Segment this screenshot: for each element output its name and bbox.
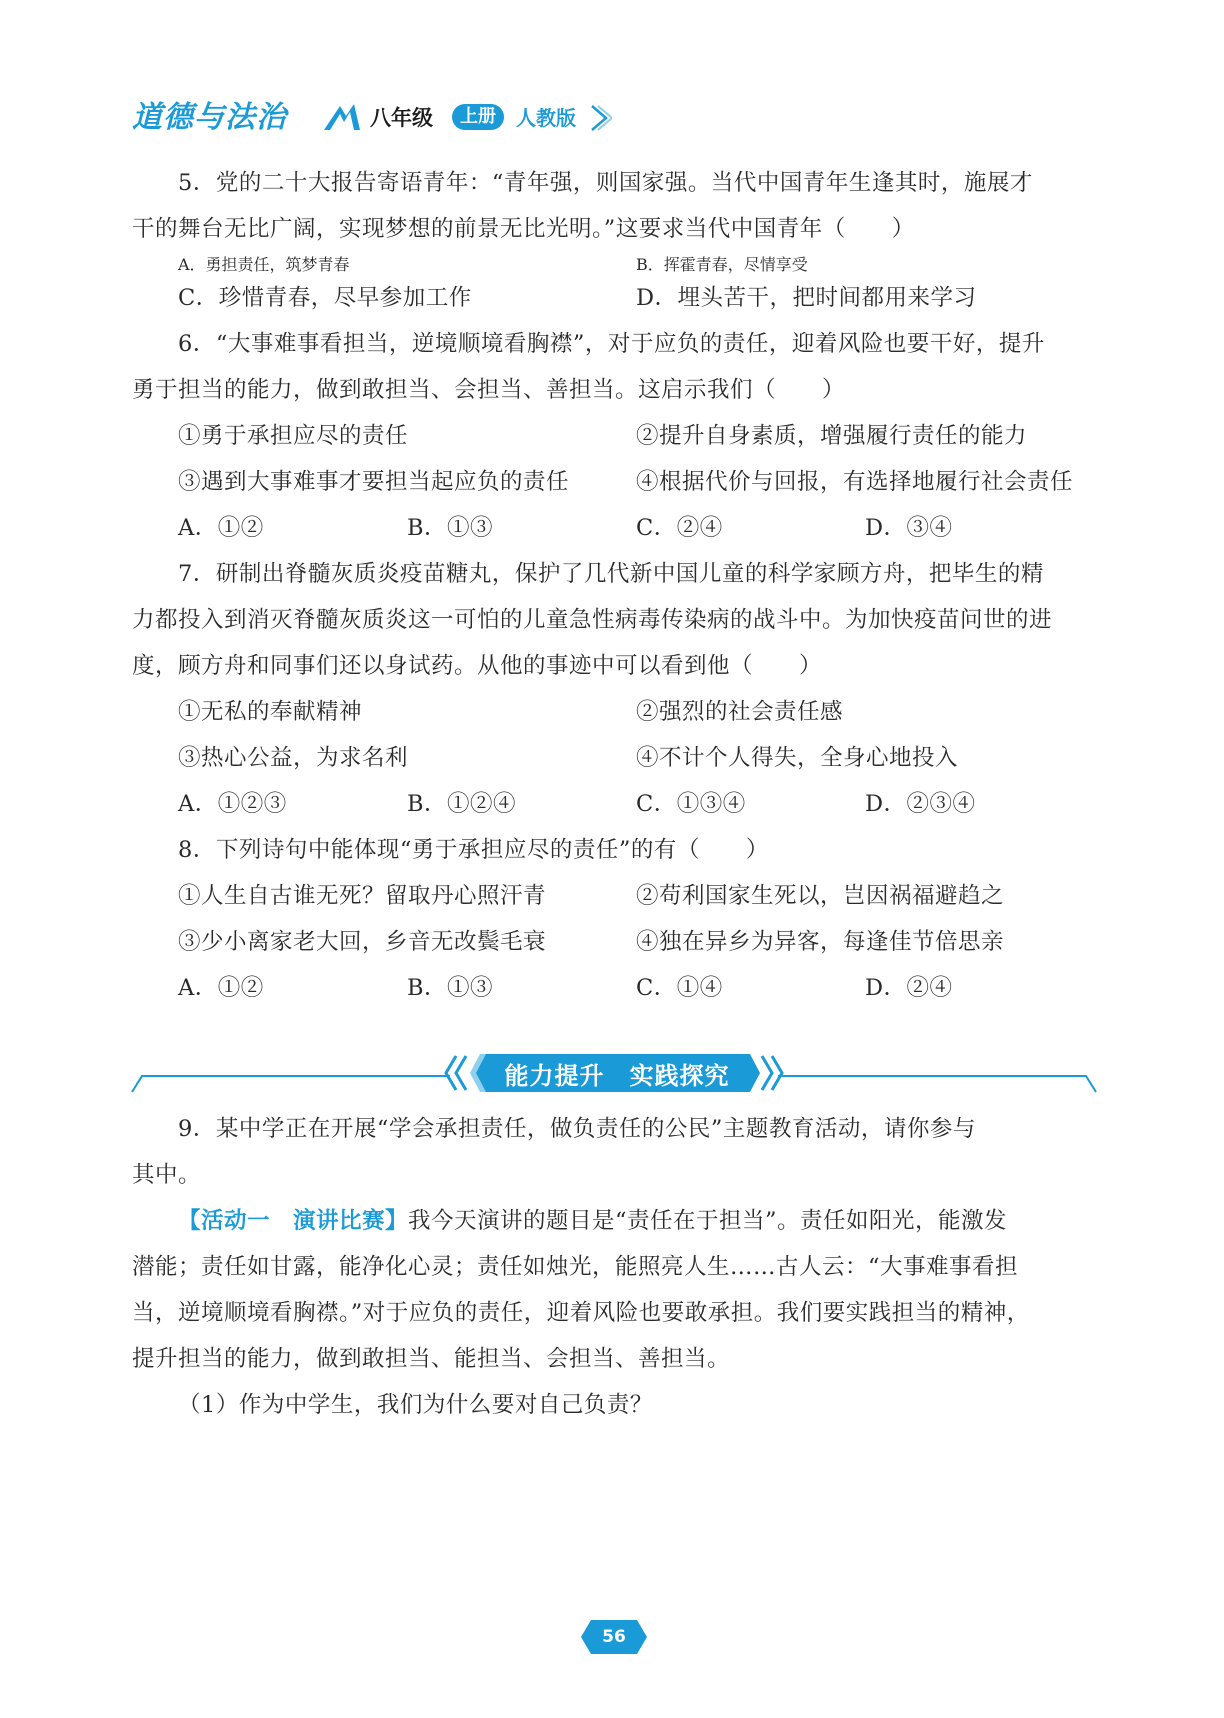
q8-option-c: C．①④ — [636, 975, 723, 1001]
brand-logo-icon — [320, 100, 364, 136]
q9-stem-line1: 9．某中学正在开展“学会承担责任，做负责任的公民”主题教育活动，请你参与 — [178, 1116, 976, 1142]
q6-statement-2: ②提升自身素质，增强履行责任的能力 — [636, 423, 1028, 449]
q7-statement-2: ②强烈的社会责任感 — [636, 699, 844, 725]
q6-statements-row2 — [132, 459, 1102, 505]
q6-stem-line1: 6．“大事难事看担当，逆境顺境看胸襟”，对于应负的责任，迎着风险也要干好，提升 — [178, 331, 1045, 357]
q8-stem-line1: 8．下列诗句中能体现“勇于承担应尽的责任”的有（ ） — [178, 837, 769, 863]
q5-option-b: B．挥霍青春，尽情享受 — [636, 255, 808, 274]
q7-stem-line2: 力都投入到消灭脊髓灰质炎这一可怕的儿童急性病毒传染病的战斗中。为加快疫苗问世的进 — [132, 607, 1053, 633]
q6-statement-3: ③遇到大事难事才要担当起应负的责任 — [178, 469, 570, 495]
q7-statements-row1 — [132, 689, 1102, 735]
chevron-right-icon — [588, 104, 612, 132]
q7-options-row — [132, 781, 1102, 827]
q8-statements-row2 — [132, 919, 1102, 965]
q7-statement-4: ④不计个人得失，全身心地投入 — [636, 745, 959, 771]
q7-option-b: B．①②④ — [407, 791, 517, 817]
q9-subquestion-1: （1）作为中学生，我们为什么要对自己负责？ — [178, 1392, 653, 1418]
q7-option-a: A．①②③ — [178, 791, 287, 817]
q9-activity-line2: 潜能；责任如甘露，能净化心灵；责任如烛光，能照亮人生……古人云：“大事难事看担 — [132, 1254, 1019, 1280]
q6-option-c: C．②④ — [636, 515, 723, 541]
q5-option-a: A．勇担责任，筑梦青春 — [178, 255, 350, 274]
q6-statements-row1 — [132, 413, 1102, 459]
q8-statement-3: ③少小离家老大回，乡音无改鬓毛衰 — [178, 929, 547, 955]
q6-option-d: D．③④ — [865, 515, 953, 541]
q8-options-row — [132, 965, 1102, 1011]
q8-option-d: D．②④ — [865, 975, 953, 1001]
q8-option-b: B．①③ — [407, 975, 494, 1001]
q8-statement-1: ①人生自古谁无死？留取丹心照汗青 — [178, 883, 547, 909]
q7-option-c: C．①③④ — [636, 791, 746, 817]
q9-activity-line3: 当，逆境顺境看胸襟。”对于应负的责任，迎着风险也要敢承担。我们要实践担当的精神， — [132, 1300, 1030, 1326]
q6-options-row — [132, 505, 1102, 551]
grade-label: 八年级 — [370, 106, 433, 130]
q6-stem-line2: 勇于担当的能力，做到敢担当、会担当、善担当。这启示我们（ ） — [132, 377, 846, 403]
q7-option-d: D．②③④ — [865, 791, 976, 817]
q5-options-row2 — [132, 275, 1102, 321]
q7-stem-line1: 7．研制出脊髓灰质炎疫苗糖丸，保护了几代新中国儿童的科学家顾方舟，把毕生的精 — [178, 561, 1044, 587]
q6-option-b: B．①③ — [407, 515, 494, 541]
q5-options-row1 — [132, 252, 1102, 275]
q8-statement-4: ④独在异乡为异客，每逢佳节倍思亲 — [636, 929, 1005, 955]
q6-statement-1: ①勇于承担应尽的责任 — [178, 423, 409, 449]
q8-statement-2: ②苟利国家生死以，岂因祸福避趋之 — [636, 883, 1005, 909]
volume-badge: 上册 — [452, 104, 504, 130]
q7-statements-row2 — [132, 735, 1102, 781]
q7-statement-3: ③热心公益，为求名利 — [178, 745, 409, 771]
q5-stem-line2: 干的舞台无比广阔，实现梦想的前景无比光明。”这要求当代中国青年（ ） — [132, 216, 915, 242]
q5-option-d: D．埋头苦干，把时间都用来学习 — [636, 285, 977, 311]
q8-statements-row1 — [132, 873, 1102, 919]
page-number: 56 — [602, 1627, 626, 1647]
q9-activity-line4: 提升担当的能力，做到敢担当、能担当、会担当、善担当。 — [132, 1346, 731, 1372]
q9-stem-line2: 其中。 — [132, 1162, 202, 1188]
q6-option-a: A．①② — [178, 515, 264, 541]
q9-block — [132, 1106, 1102, 1428]
section-banner — [130, 1050, 1098, 1096]
q6-statement-4: ④根据代价与回报，有选择地履行社会责任 — [636, 469, 1074, 495]
page-header — [132, 98, 602, 138]
section-title: 能力提升 实践探究 — [504, 1061, 730, 1090]
q5-option-c: C．珍惜青春，尽早参加工作 — [178, 285, 472, 311]
activity-tag: 【活动一 演讲比赛】 — [178, 1208, 409, 1234]
edition-label: 人教版 — [516, 106, 576, 130]
activity-text-1: 我今天演讲的题目是“责任在于担当”。责任如阳光，能激发 — [408, 1208, 1008, 1234]
worksheet-content — [132, 160, 1102, 1011]
q8-option-a: A．①② — [178, 975, 264, 1001]
q7-stem-line3: 度，顾方舟和同事们还以身试药。从他的事迹中可以看到他（ ） — [132, 653, 823, 679]
q5-stem-line1: 5．党的二十大报告寄语青年：“青年强，则国家强。当代中国青年生逢其时，施展才 — [178, 170, 1033, 196]
page-number-badge — [581, 1620, 647, 1654]
q7-statement-1: ①无私的奉献精神 — [178, 699, 363, 725]
q9-activity-line1 — [132, 1198, 1102, 1244]
brand-title: 道德与法治 — [132, 100, 287, 135]
